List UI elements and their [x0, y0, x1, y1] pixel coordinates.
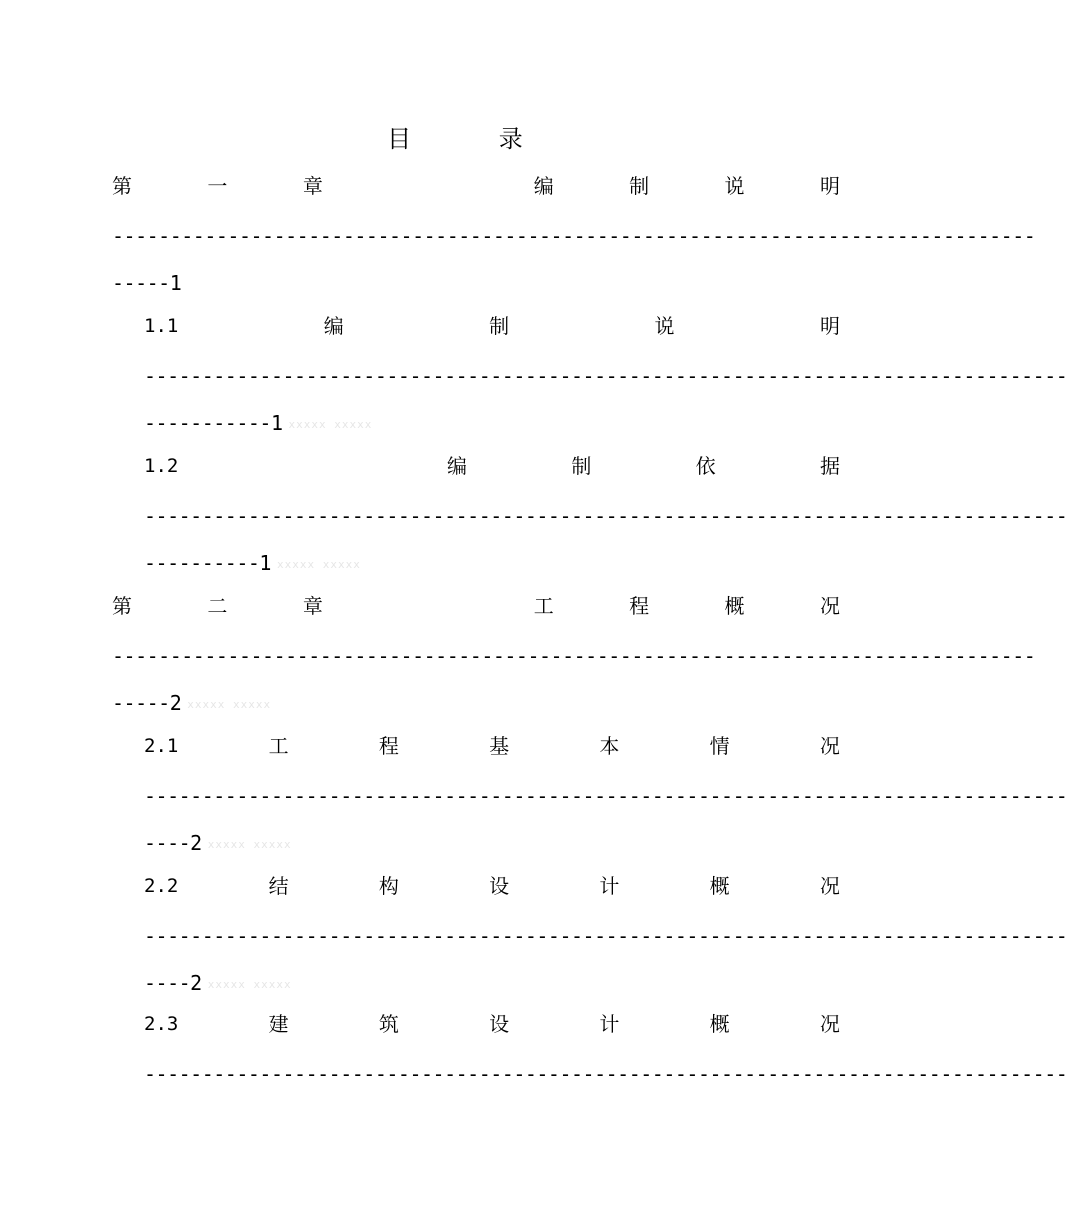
toc-entry-label: [112, 170, 840, 202]
toc-entry-label-part: 2.2: [144, 875, 179, 897]
toc-entry-label-part: 一: [207, 174, 228, 198]
toc-entry-label-part: 依: [695, 454, 716, 478]
toc-leader-tail-dashes: -----------: [144, 411, 271, 435]
toc-leader-dashes: --------------------------------------------------------------------------------: [112, 224, 1036, 248]
toc-leader-tail: [112, 270, 840, 296]
toc-leader-dashes: --------------------------------------------------------------------------------: [144, 504, 1067, 528]
toc-entry-label-part: 工: [268, 734, 289, 758]
toc-leader-dashes: --------------------------------------------------------------------------------: [144, 364, 1067, 388]
toc-entry-label: [144, 1008, 840, 1040]
toc-entry-label-part: 工: [533, 594, 554, 618]
toc-entry-label-part: 制: [571, 454, 592, 478]
toc-entry[interactable]: [112, 590, 1036, 716]
toc-entry-label-part: [398, 590, 458, 622]
toc-entry-label-part: 第: [112, 174, 132, 198]
toc-entry-label-part: 况: [819, 594, 840, 618]
toc-entry-label-part: 章: [302, 594, 323, 618]
toc-page-number: 1: [259, 551, 271, 575]
toc-entry[interactable]: [144, 450, 1067, 576]
toc-entry-label-part: [283, 450, 343, 482]
toc-page-number: 2: [190, 971, 202, 995]
toc-leader-tail-dashes: ----: [144, 971, 191, 995]
toc-leader-tail: [144, 830, 840, 856]
toc-entry-label-part: 编: [533, 174, 554, 198]
toc-entry-label-part: 建: [268, 1012, 289, 1036]
toc-entry-label-part: 本: [599, 734, 620, 758]
toc-entry-label-part: 程: [378, 734, 399, 758]
toc-entry-label-part: 明: [819, 314, 840, 338]
toc-entry-label-part: 编: [323, 314, 344, 338]
faint-watermark-text: xxxxx xxxxx: [288, 417, 373, 431]
toc-entry-label-part: 设: [489, 874, 510, 898]
toc-entry-label: [144, 730, 840, 762]
toc-entry-label-part: 况: [819, 1012, 840, 1036]
toc-entry[interactable]: [144, 1008, 1067, 1086]
toc-entry-label-part: 基: [489, 734, 510, 758]
toc-entry-label-part: 第: [112, 594, 132, 618]
toc-page-number: 2: [169, 691, 182, 715]
toc-entry-label-part: 制: [629, 174, 650, 198]
toc-leader-dashes: --------------------------------------------------------------------------------: [144, 924, 1067, 948]
toc-entry-label-part: [398, 170, 458, 202]
toc-leader-dashes: --------------------------------------------------------------------------------: [144, 1062, 1067, 1086]
toc-entry-label-part: 说: [724, 174, 745, 198]
toc-entry-label-part: 结: [268, 874, 289, 898]
toc-entry-label-part: 说: [654, 314, 675, 338]
toc-entry-label-part: 1.1: [144, 315, 179, 337]
toc-page-number: 2: [190, 831, 202, 855]
toc-entry[interactable]: [144, 730, 1067, 856]
faint-watermark-text: xxxxx xxxxx: [207, 977, 292, 991]
toc-entry-label-part: 2.3: [144, 1013, 179, 1035]
toc-entry-label-part: 二: [207, 594, 228, 618]
toc-leader-tail-dashes: ----------: [144, 551, 260, 575]
toc-entry-label-part: 概: [724, 594, 745, 618]
toc-entry-label-part: 章: [302, 174, 323, 198]
toc-entry-label: [144, 870, 840, 902]
toc-entry[interactable]: [112, 170, 1036, 296]
page-title: 目 录: [387, 125, 563, 153]
toc-entry-label-part: 况: [819, 734, 840, 758]
toc-leader-tail-dashes: ----: [144, 831, 191, 855]
toc-entry-label-part: 筑: [378, 1012, 399, 1036]
toc-entry[interactable]: [144, 870, 1067, 996]
toc-entry-label-part: 况: [819, 874, 840, 898]
toc-entry-label: [112, 590, 840, 622]
toc-leader-dashes: --------------------------------------------------------------------------------: [112, 644, 1036, 668]
toc-leader-tail-dashes: -----: [112, 271, 170, 295]
toc-entry-label-part: 据: [819, 454, 840, 478]
toc-entry-label-part: 情: [709, 734, 730, 758]
toc-entry-label-part: 概: [709, 1012, 730, 1036]
toc-leader-dashes: --------------------------------------------------------------------------------: [144, 784, 1067, 808]
toc-page-number: 1: [270, 411, 283, 435]
toc-entry-label-part: 1.2: [144, 455, 179, 477]
toc-entry-label: [144, 310, 840, 342]
faint-watermark-text: xxxxx xxxxx: [276, 557, 361, 571]
toc-entry-label-part: 制: [489, 314, 510, 338]
toc-entry-label-part: 程: [629, 594, 650, 618]
faint-watermark-text: xxxxx xxxxx: [187, 697, 272, 711]
toc-entry-label-part: 概: [709, 874, 730, 898]
toc-leader-tail: [144, 970, 840, 996]
toc-entry-label-part: 明: [819, 174, 840, 198]
toc-leader-tail-dashes: -----: [112, 691, 170, 715]
faint-watermark-text: xxxxx xxxxx: [207, 837, 292, 851]
toc-entry-label-part: 编: [446, 454, 467, 478]
toc-entry-label-part: 设: [489, 1012, 510, 1036]
toc-entry-label-part: 2.1: [144, 735, 179, 757]
toc-entry-label: [144, 450, 840, 482]
toc-leader-tail: [144, 410, 840, 436]
toc-entry-label-part: 计: [599, 1012, 620, 1036]
toc-leader-tail: [144, 550, 840, 576]
toc-entry[interactable]: [144, 310, 1067, 436]
toc-leader-tail: [112, 690, 840, 716]
toc-entry-label-part: 构: [378, 874, 399, 898]
toc-page-number: 1: [169, 271, 182, 295]
toc-entry-label-part: 计: [599, 874, 620, 898]
